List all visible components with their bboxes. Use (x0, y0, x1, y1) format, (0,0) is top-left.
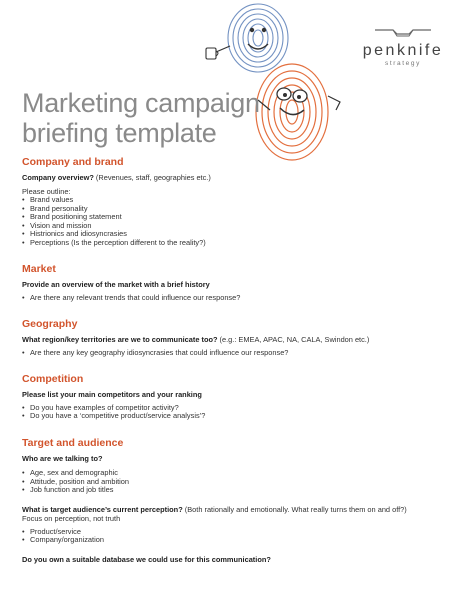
question (22, 454, 462, 464)
section-heading: Competition (22, 373, 84, 385)
penknife-logo (348, 28, 458, 78)
question (22, 390, 462, 400)
question-bold: Company overview? (22, 173, 94, 182)
list-item: • Do you have a ‘competitive product/service analysis’? (22, 412, 462, 421)
section-heading: Target and audience (22, 436, 124, 449)
question-bold: What is target audience’s current perception? (22, 504, 183, 514)
list-item: • Job function and job titles (22, 486, 462, 495)
section-competition (22, 373, 462, 421)
logo-tagline: strategy (385, 60, 421, 67)
list-item: • Company/organization (22, 536, 462, 545)
page-title (22, 88, 260, 148)
section-market (22, 263, 462, 302)
list-item: • Are there any key geography idiosyncrasies that could influence our response? (22, 349, 462, 358)
question-rest: (e.g.: EMEA, APAC, NA, CALA, Swindon etc.) (217, 335, 370, 344)
question (22, 555, 462, 565)
briefing-content (22, 156, 462, 564)
list-item: • Product/service (22, 528, 462, 537)
list-item: • Brand values (22, 196, 462, 205)
bullet-list (22, 294, 462, 303)
question-bold: Do you own a suitable database we could use for this communication? (22, 554, 271, 564)
question (22, 280, 462, 290)
logo-name: penknife (362, 42, 444, 59)
list-item: • Age, sex and demographic (22, 469, 462, 478)
section-heading: Geography (22, 318, 78, 330)
question (22, 505, 462, 515)
section-heading: Company and brand (22, 156, 124, 168)
list-item: • Are there any relevant trends that could influence our response? (22, 294, 462, 303)
penknife-logo-mark-icon (373, 28, 433, 38)
bullet-list (22, 349, 462, 358)
list-item: • Attitude, position and ambition (22, 478, 462, 487)
outline-label: Please outline: (22, 186, 71, 196)
question-rest: (Both rationally and emotionally. What really turns them on and off?) (182, 504, 407, 514)
bullet-list (22, 404, 462, 421)
list-item: • Histrionics and idiosyncrasies (22, 230, 462, 239)
section-target-audience (22, 437, 462, 565)
section-geography (22, 318, 462, 357)
list-item: • Do you have examples of competitor activity? (22, 404, 462, 413)
list-item: • Brand personality (22, 205, 462, 214)
question-bold: Who are we talking to? (22, 453, 103, 463)
question-bold: Provide an overview of the market with a brief history (22, 280, 210, 289)
question (22, 335, 462, 345)
list-item: • Perceptions (Is the perception different to the reality?) (22, 239, 462, 248)
title-line-2: briefing template (22, 118, 217, 148)
list-item: • Brand positioning statement (22, 213, 462, 222)
bullet-list (22, 196, 462, 247)
section-company-brand (22, 156, 462, 247)
question-bold: Please list your main competitors and your ranking (22, 390, 202, 399)
bullet-list (22, 469, 462, 495)
section-heading: Market (22, 263, 56, 275)
question-note: Focus on perception, not truth (22, 514, 121, 523)
list-item: • Vision and mission (22, 222, 462, 231)
question (22, 173, 462, 183)
question-rest: (Revenues, staff, geographies etc.) (93, 173, 211, 182)
bullet-list (22, 528, 462, 545)
question-bold: What region/key territories are we to communicate too? (22, 335, 218, 344)
title-line-1: Marketing campaign (22, 88, 260, 118)
